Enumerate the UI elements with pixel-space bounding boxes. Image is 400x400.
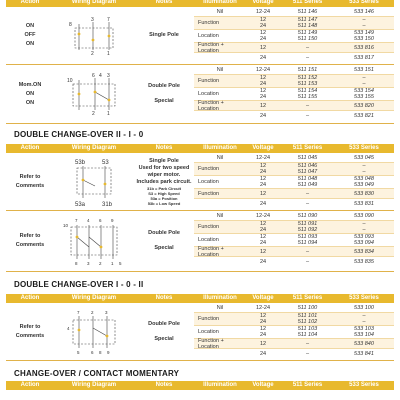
product-group xyxy=(6,153,394,211)
notes-cell: Single Pole xyxy=(149,32,179,38)
notes-cell: Single Pole Used for two speed wiper motor. Includes park circuit. 31b = Park Circuit S3 = High Speed 53a = Position 53b = Low Speed xyxy=(136,157,192,206)
wiring-diagram xyxy=(54,211,134,271)
table-header xyxy=(6,0,394,7)
svg-text:2: 2 xyxy=(92,111,95,116)
table-row: Function 12 24 511 091 511 092 – – xyxy=(194,220,394,233)
table-header: Action Wiring Diagram Notes Illumination Voltage 511 Series 533 Series xyxy=(6,381,394,390)
table-row: Location 12 24 511 048 511 049 533 048 533 049 xyxy=(194,175,394,188)
table-row: Function + Location 12 – 533 834 xyxy=(194,246,394,256)
wiring-diagram xyxy=(54,65,134,123)
svg-text:31b: 31b xyxy=(102,201,113,208)
table-row: Nil 12-24 511 151 533 151 xyxy=(216,66,374,73)
product-group xyxy=(6,211,394,272)
notes-cell: Double Pole Special xyxy=(148,83,180,104)
svg-text:2: 2 xyxy=(99,261,102,266)
table-row: Nil 12-24 511 090 533 090 xyxy=(216,212,374,219)
table-header: Action Wiring Diagram Notes Illumination Voltage 511 Series 533 Series xyxy=(6,294,394,303)
table-row: Function 12 24 511 046 511 047 – – xyxy=(194,162,394,175)
table-row: 24 – 533 835 xyxy=(194,256,394,266)
svg-text:1: 1 xyxy=(107,50,110,56)
svg-text:4: 4 xyxy=(99,73,102,79)
svg-text:4: 4 xyxy=(87,218,90,223)
wiring-diagram xyxy=(54,153,134,210)
table-row: Location 12 24 511 149 511 150 533 149 533 150 xyxy=(194,29,394,42)
header-action: Action xyxy=(20,0,40,5)
table-header: Action Wiring Diagram Notes Illumination Voltage 511 Series 533 Series xyxy=(6,144,394,153)
svg-text:5: 5 xyxy=(119,261,122,266)
svg-text:7: 7 xyxy=(75,218,78,223)
header-voltage: Voltage xyxy=(252,0,274,5)
table-row: 24 – 533 817 xyxy=(194,52,394,62)
table-row: Location 12 24 511 154 511 155 533 154 533 155 xyxy=(194,87,394,100)
product-group xyxy=(6,7,394,65)
svg-text:10: 10 xyxy=(67,78,73,84)
svg-text:4: 4 xyxy=(67,325,70,331)
svg-text:3: 3 xyxy=(105,309,108,315)
table-row: 24 – 533 831 xyxy=(194,198,394,208)
svg-text:8: 8 xyxy=(69,21,72,28)
action-cell: Mom.ON ON ON xyxy=(18,81,42,106)
section-title: DOUBLE CHANGE-OVER II - I - 0 xyxy=(14,130,144,139)
table-row: Nil 12-24 511 045 533 045 xyxy=(216,154,374,161)
svg-text:7: 7 xyxy=(107,16,110,23)
table-row: Location 12 24 511 093 511 094 533 093 533 094 xyxy=(194,233,394,246)
action-cell: Refer to Comments xyxy=(15,323,45,339)
svg-text:53: 53 xyxy=(102,159,109,166)
wiring-diagram xyxy=(54,7,134,64)
header-wiring: Wiring Diagram xyxy=(71,0,117,5)
table-row: Function 12 24 511 152 511 153 – – xyxy=(194,74,394,87)
notes-cell: Double Pole Special xyxy=(148,320,180,342)
action-cell: Refer to Comments xyxy=(15,233,45,248)
svg-text:9: 9 xyxy=(111,218,114,223)
svg-text:1: 1 xyxy=(111,261,114,266)
svg-text:7: 7 xyxy=(77,309,80,315)
svg-text:53a: 53a xyxy=(75,201,86,208)
section-title: CHANGE-OVER / CONTACT MOMENTARY xyxy=(14,369,180,378)
svg-text:3: 3 xyxy=(87,261,90,266)
table-row: Function 12 – 533 830 xyxy=(194,188,394,198)
notes-cell: Double Pole Special xyxy=(148,230,180,251)
svg-text:3: 3 xyxy=(107,73,110,79)
table-row: Function + Location 12 – 533 820 xyxy=(194,100,394,110)
svg-text:2: 2 xyxy=(91,50,94,56)
svg-text:6: 6 xyxy=(91,349,94,355)
svg-text:6: 6 xyxy=(99,218,102,223)
svg-text:8: 8 xyxy=(99,349,102,355)
wiring-diagram xyxy=(54,303,134,360)
table-row: Nil 12-24 511 100 533 100 xyxy=(216,304,374,311)
svg-text:8: 8 xyxy=(75,261,78,266)
svg-text:3: 3 xyxy=(91,16,94,23)
header-notes: Notes xyxy=(155,0,173,5)
table-row: Nil 12-24 511 146 533 146 xyxy=(216,8,374,15)
svg-text:2: 2 xyxy=(91,309,94,315)
table-row: Function + Location 12 – 533 840 xyxy=(194,338,394,348)
table-row: Function 12 24 511 147 511 148 – – xyxy=(194,16,394,29)
product-group xyxy=(6,303,394,361)
header-illumination: Illumination xyxy=(203,0,237,5)
svg-text:6: 6 xyxy=(92,73,95,79)
svg-text:53b: 53b xyxy=(75,159,86,166)
section-title: DOUBLE CHANGE-OVER I - 0 - II xyxy=(14,280,144,289)
header-533: 533 Series xyxy=(349,0,379,5)
svg-text:5: 5 xyxy=(77,349,80,355)
action-cell: Refer to Comments xyxy=(15,173,45,189)
svg-text:10: 10 xyxy=(63,223,69,228)
product-group xyxy=(6,65,394,124)
action-cell: ON OFF ON xyxy=(24,23,36,47)
svg-text:1: 1 xyxy=(107,111,110,116)
table-row: 24 – 533 841 xyxy=(194,348,394,358)
header-511: 511 Series xyxy=(292,0,323,5)
table-row: Function + Location 12 – 533 816 xyxy=(194,42,394,52)
table-row: Function 12 24 511 101 511 102 – – xyxy=(194,312,394,325)
table-row: Location 12 24 511 103 511 104 533 103 533 104 xyxy=(194,325,394,338)
svg-text:9: 9 xyxy=(107,349,110,355)
table-row: 24 – 533 821 xyxy=(194,110,394,120)
